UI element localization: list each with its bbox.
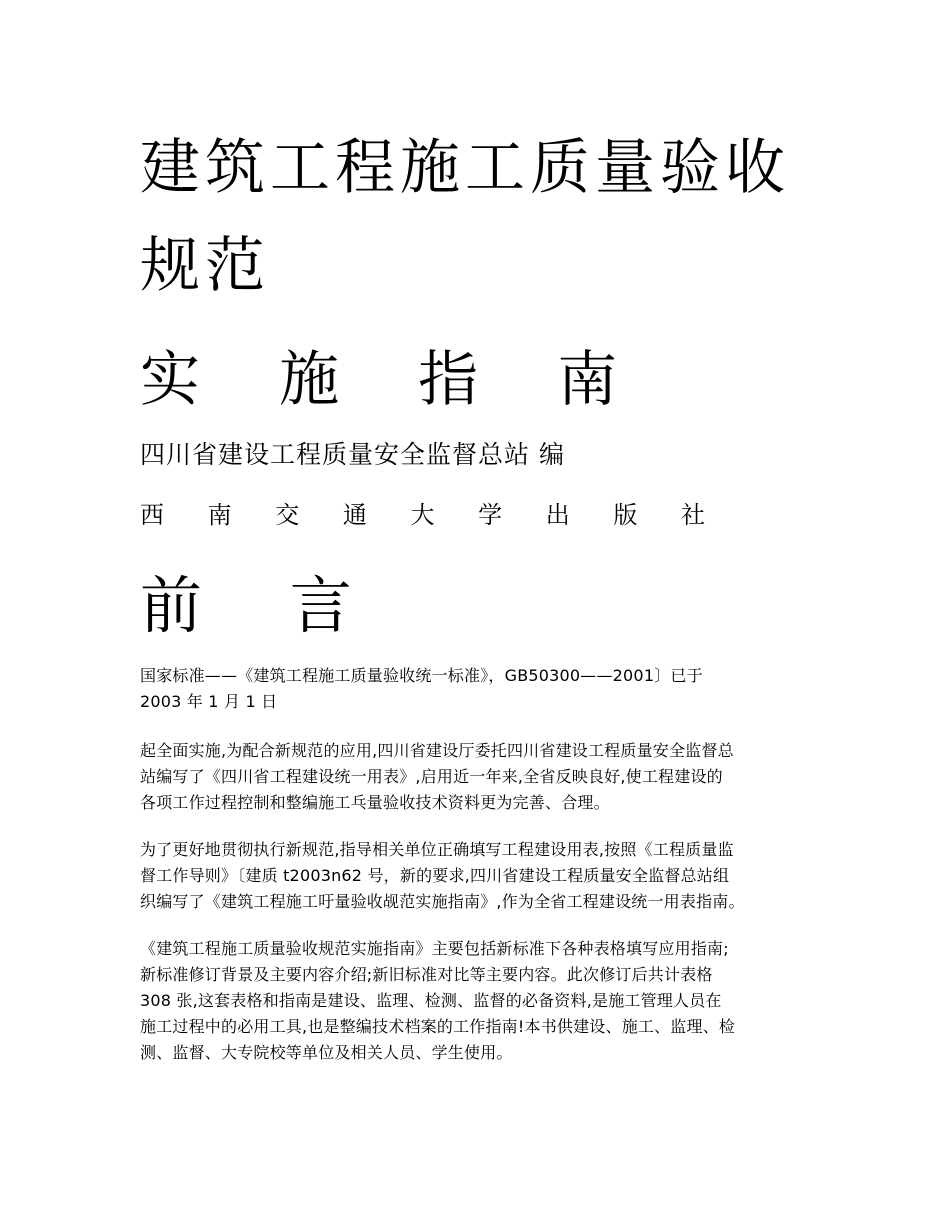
paragraph-2: [140, 738, 820, 816]
paragraph-line: 为了更好地贯彻执行新规范,指导相关单位正确填写工程建设用表,按照《工程质量监: [140, 840, 734, 859]
paragraph-line: 308 张,这套表格和指南是建设、监理、检测、监督的必备资料,是施工管理人员在: [140, 991, 722, 1010]
paragraph-line: 各项工作过程控制和整编施工乓量验收技术资料更为完善、合理。: [140, 793, 610, 812]
paragraph-line: 国家标准——《建筑工程施工质量验收统一标准》，GB50300——2001〕已于: [140, 666, 703, 685]
paragraph-line: 站编写了《四川省工程建设统一用表》,启用近一年来,全省反映良好,使工程建设的: [140, 767, 723, 786]
paragraph-3: [140, 837, 820, 915]
paragraph-4: [140, 936, 820, 1066]
paragraph-line: 起全面实施,为配合新规范的应用,四川省建设厅委托四川省建设工程质量安全监督总: [140, 741, 734, 760]
title-line-2: 规范: [140, 231, 270, 301]
title-line-1: 建筑工程施工质量验收: [140, 133, 790, 203]
publisher-name: 西 南 交 通 大 学 出 版 社: [140, 501, 724, 529]
paragraph-line: 新标准修订背景及主要内容介绍;新旧标准对比等主要内容。此次修订后共计表格: [140, 965, 713, 984]
paragraph-line: 《建筑工程施工质量验收规范实施指南》主要包括新标准下各种表格填写应用指南;: [140, 939, 729, 958]
title-line-3: 实 施 指 南: [140, 345, 648, 415]
paragraph-line: 施工过程中的必用工具,也是整编技术档案的工作指南!本书供建设、施工、监理、检: [140, 1017, 736, 1036]
paragraph-line: 织编写了《建筑工程施工吁量验收觇范实施指南》,作为全省工程建设统一用表指南。: [140, 892, 745, 911]
paragraph-line: 2003 年 1 月 1 日: [140, 692, 278, 711]
preface-heading: 前 言: [140, 569, 386, 642]
editor-credit: 四川省建设工程质量安全监督总站 编: [140, 440, 565, 469]
paragraph-line: 测、监督、大专院校等单位及相关人员、学生使用。: [140, 1043, 513, 1062]
paragraph-1: [140, 663, 820, 715]
paragraph-line: 督工作导则》〔建质 t2003n62 号，新的要求,四川省建设工程质量安全监督总站组: [140, 866, 730, 885]
